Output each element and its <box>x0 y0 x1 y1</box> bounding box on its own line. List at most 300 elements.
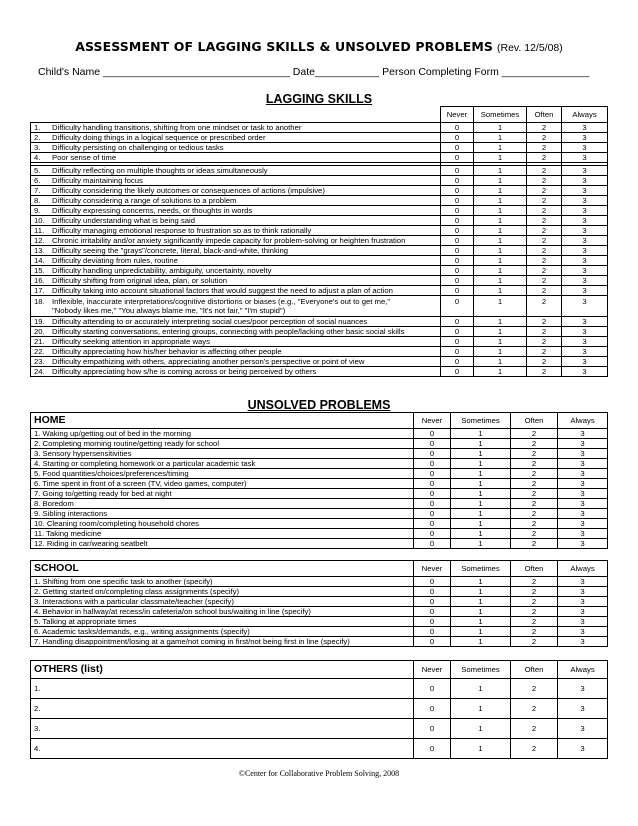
lagging-skill-row <box>31 196 608 206</box>
rating-always[interactable]: 3 <box>562 206 608 216</box>
rating-often[interactable]: 2 <box>527 347 562 357</box>
rating-always[interactable]: 3 <box>558 529 608 539</box>
rating-always[interactable]: 3 <box>562 286 608 296</box>
rating-never[interactable]: 0 <box>414 469 451 479</box>
rating-often[interactable]: 2 <box>527 216 562 226</box>
rating-often[interactable]: 2 <box>527 367 562 377</box>
rating-never[interactable]: 0 <box>414 577 451 587</box>
item-number: 9. <box>34 206 41 215</box>
rating-often[interactable]: 2 <box>511 617 558 627</box>
rating-never[interactable]: 0 <box>414 719 451 739</box>
item-number: 5. <box>34 166 41 175</box>
rating-always[interactable]: 3 <box>558 539 608 549</box>
rating-always[interactable]: 3 <box>558 499 608 509</box>
rating-often[interactable]: 2 <box>527 266 562 276</box>
school-problem-text: 1. Shifting from one specific task to another (specify) <box>31 577 414 587</box>
col-header-sometimes: Sometimes <box>451 661 511 679</box>
rating-often[interactable]: 2 <box>527 296 562 317</box>
lagging-skill-row <box>31 226 608 236</box>
lagging-skill-row <box>31 296 608 317</box>
rating-always[interactable]: 3 <box>562 317 608 327</box>
item-number: 15. <box>34 266 45 275</box>
rating-never[interactable]: 0 <box>441 337 474 347</box>
rating-sometimes[interactable]: 1 <box>451 699 511 719</box>
item-number: 1. <box>34 123 41 132</box>
rating-never[interactable]: 0 <box>414 597 451 607</box>
lagging-skill-text <box>31 256 441 266</box>
rating-often[interactable]: 2 <box>511 577 558 587</box>
lagging-skill-row <box>31 327 608 337</box>
home-problem-row <box>31 479 608 489</box>
rating-often[interactable]: 2 <box>511 459 558 469</box>
rating-sometimes[interactable]: 1 <box>451 739 511 759</box>
rating-sometimes[interactable]: 1 <box>451 637 511 647</box>
rating-never[interactable]: 0 <box>414 459 451 469</box>
rating-never[interactable]: 0 <box>414 489 451 499</box>
rating-often[interactable]: 2 <box>527 196 562 206</box>
revision-date: (Rev. 12/5/08) <box>497 42 563 54</box>
rating-never[interactable]: 0 <box>414 499 451 509</box>
rating-never[interactable]: 0 <box>441 317 474 327</box>
home-problem-row <box>31 529 608 539</box>
rating-always[interactable]: 3 <box>558 469 608 479</box>
col-header-always: Always <box>558 413 608 429</box>
rating-sometimes[interactable]: 1 <box>451 617 511 627</box>
lagging-skill-text <box>31 206 441 216</box>
item-description: Difficulty understanding what is being said <box>52 216 196 225</box>
rating-sometimes[interactable]: 1 <box>474 246 527 256</box>
lagging-skill-text <box>31 367 441 377</box>
home-problem-text: 2. Completing morning routine/getting ready for school <box>31 439 414 449</box>
item-number: 2. <box>34 133 41 142</box>
rating-never[interactable]: 0 <box>441 347 474 357</box>
rating-never[interactable]: 0 <box>441 296 474 317</box>
col-header-never: Never <box>414 661 451 679</box>
rating-never[interactable]: 0 <box>414 739 451 759</box>
rating-sometimes[interactable]: 1 <box>451 499 511 509</box>
rating-always[interactable]: 3 <box>562 166 608 176</box>
rating-never[interactable]: 0 <box>441 216 474 226</box>
others-problem-text[interactable]: 3. <box>31 719 414 739</box>
rating-sometimes[interactable]: 1 <box>474 216 527 226</box>
rating-often[interactable]: 2 <box>511 509 558 519</box>
home-problem-row <box>31 459 608 469</box>
item-description: Difficulty appreciating how his/her behavior is affecting other people <box>52 347 282 356</box>
rating-sometimes[interactable]: 1 <box>474 296 527 317</box>
rating-often[interactable]: 2 <box>511 479 558 489</box>
lagging-skill-text <box>31 123 441 133</box>
rating-never[interactable]: 0 <box>441 276 474 286</box>
rating-always[interactable]: 3 <box>558 577 608 587</box>
rating-always[interactable]: 3 <box>562 347 608 357</box>
rating-sometimes[interactable]: 1 <box>451 479 511 489</box>
rating-often[interactable]: 2 <box>527 246 562 256</box>
header-blank <box>31 107 441 123</box>
rating-sometimes[interactable]: 1 <box>474 327 527 337</box>
lagging-skill-text <box>31 166 441 176</box>
rating-never[interactable]: 0 <box>441 286 474 296</box>
rating-never[interactable]: 0 <box>414 637 451 647</box>
rating-often[interactable]: 2 <box>511 439 558 449</box>
rating-always[interactable]: 3 <box>558 679 608 699</box>
rating-sometimes[interactable]: 1 <box>474 196 527 206</box>
rating-always[interactable]: 3 <box>558 719 608 739</box>
rating-always[interactable]: 3 <box>558 587 608 597</box>
rating-sometimes[interactable]: 1 <box>474 123 527 133</box>
lagging-skill-row <box>31 256 608 266</box>
rating-always[interactable]: 3 <box>562 133 608 143</box>
rating-always[interactable]: 3 <box>562 327 608 337</box>
rating-sometimes[interactable]: 1 <box>451 679 511 699</box>
lagging-skill-text <box>31 266 441 276</box>
others-label: OTHERS (list) <box>31 661 414 679</box>
rating-always[interactable]: 3 <box>562 176 608 186</box>
rating-always[interactable]: 3 <box>558 489 608 499</box>
rating-always[interactable]: 3 <box>558 459 608 469</box>
home-problem-row <box>31 449 608 459</box>
rating-never[interactable]: 0 <box>414 439 451 449</box>
rating-always[interactable]: 3 <box>558 637 608 647</box>
rating-never[interactable]: 0 <box>441 357 474 367</box>
lagging-skill-row <box>31 357 608 367</box>
rating-often[interactable]: 2 <box>511 739 558 759</box>
home-problem-row <box>31 519 608 529</box>
rating-often[interactable]: 2 <box>511 429 558 439</box>
school-problem-text: 5. Talking at appropriate times <box>31 617 414 627</box>
unsolved-problems-heading: UNSOLVED PROBLEMS <box>247 398 391 412</box>
rating-always[interactable]: 3 <box>562 357 608 367</box>
rating-often[interactable]: 2 <box>511 529 558 539</box>
lagging-skill-row <box>31 153 608 163</box>
rating-always[interactable]: 3 <box>558 739 608 759</box>
others-problem-row <box>31 739 608 759</box>
home-problem-row <box>31 499 608 509</box>
home-problem-text: 8. Boredom <box>31 499 414 509</box>
rating-always[interactable]: 3 <box>562 196 608 206</box>
others-problem-text[interactable]: 1. <box>31 679 414 699</box>
rating-always[interactable]: 3 <box>562 186 608 196</box>
rating-never[interactable]: 0 <box>441 226 474 236</box>
item-number: 3. <box>34 143 41 152</box>
rating-often[interactable]: 2 <box>527 123 562 133</box>
rating-never[interactable]: 0 <box>414 519 451 529</box>
col-header-sometimes: Sometimes <box>451 561 511 577</box>
rating-often[interactable]: 2 <box>511 449 558 459</box>
home-header-row <box>31 413 608 429</box>
rating-never[interactable]: 0 <box>441 153 474 163</box>
school-problem-row <box>31 637 608 647</box>
rating-often[interactable]: 2 <box>511 699 558 719</box>
home-problem-row <box>31 509 608 519</box>
rating-never[interactable]: 0 <box>441 327 474 337</box>
rating-sometimes[interactable]: 1 <box>474 266 527 276</box>
rating-often[interactable]: 2 <box>511 469 558 479</box>
rating-never[interactable]: 0 <box>414 529 451 539</box>
rating-never[interactable]: 0 <box>414 699 451 719</box>
item-description: Chronic irritability and/or anxiety significantly impede capacity for problem-solving or heighten frustration <box>52 236 406 245</box>
rating-sometimes[interactable]: 1 <box>474 153 527 163</box>
lagging-skill-row <box>31 166 608 176</box>
rating-often[interactable]: 2 <box>527 337 562 347</box>
rating-never[interactable]: 0 <box>414 539 451 549</box>
lagging-skill-row <box>31 276 608 286</box>
rating-sometimes[interactable]: 1 <box>474 286 527 296</box>
rating-sometimes[interactable]: 1 <box>451 509 511 519</box>
rating-always[interactable]: 3 <box>562 296 608 317</box>
rating-often[interactable]: 2 <box>527 143 562 153</box>
rating-never[interactable]: 0 <box>414 607 451 617</box>
rating-often[interactable]: 2 <box>511 519 558 529</box>
rating-never[interactable]: 0 <box>441 236 474 246</box>
rating-sometimes[interactable]: 1 <box>451 459 511 469</box>
rating-sometimes[interactable]: 1 <box>474 133 527 143</box>
rating-sometimes[interactable]: 1 <box>474 256 527 266</box>
rating-sometimes[interactable]: 1 <box>451 587 511 597</box>
rating-often[interactable]: 2 <box>527 176 562 186</box>
lagging-skill-text <box>31 236 441 246</box>
rating-often[interactable]: 2 <box>527 236 562 246</box>
rating-sometimes[interactable]: 1 <box>474 236 527 246</box>
rating-often[interactable]: 2 <box>511 587 558 597</box>
rating-sometimes[interactable]: 1 <box>474 367 527 377</box>
rating-always[interactable]: 3 <box>562 367 608 377</box>
rating-never[interactable]: 0 <box>414 627 451 637</box>
home-problem-row <box>31 429 608 439</box>
rating-never[interactable]: 0 <box>441 133 474 143</box>
rating-often[interactable]: 2 <box>527 286 562 296</box>
rating-sometimes[interactable]: 1 <box>451 597 511 607</box>
rating-always[interactable]: 3 <box>558 699 608 719</box>
rating-never[interactable]: 0 <box>441 266 474 276</box>
home-problem-text: 12. Riding in car/wearing seatbelt <box>31 539 414 549</box>
rating-sometimes[interactable]: 1 <box>474 143 527 153</box>
rating-sometimes[interactable]: 1 <box>451 519 511 529</box>
rating-often[interactable]: 2 <box>527 256 562 266</box>
rating-sometimes[interactable]: 1 <box>474 357 527 367</box>
rating-often[interactable]: 2 <box>511 607 558 617</box>
item-description: Difficulty starting conversations, entering groups, connecting with people/lacking other basic social skills <box>52 327 405 336</box>
rating-always[interactable]: 3 <box>562 246 608 256</box>
col-header-sometimes: Sometimes <box>451 413 511 429</box>
rating-never[interactable]: 0 <box>441 196 474 206</box>
rating-never[interactable]: 0 <box>441 186 474 196</box>
item-number: 7. <box>34 186 41 195</box>
school-problem-row <box>31 617 608 627</box>
col-header-always: Always <box>562 107 608 123</box>
rating-never[interactable]: 0 <box>414 429 451 439</box>
school-problem-row <box>31 597 608 607</box>
lagging-skill-row <box>31 143 608 153</box>
lagging-skill-row <box>31 347 608 357</box>
lagging-skill-row <box>31 206 608 216</box>
rating-always[interactable]: 3 <box>558 607 608 617</box>
rating-sometimes[interactable]: 1 <box>451 429 511 439</box>
rating-often[interactable]: 2 <box>527 357 562 367</box>
item-description: Difficulty maintaining focus <box>52 176 143 185</box>
rating-never[interactable]: 0 <box>441 176 474 186</box>
rating-always[interactable]: 3 <box>562 256 608 266</box>
lagging-skill-row <box>31 337 608 347</box>
item-description: Difficulty persisting on challenging or tedious tasks <box>52 143 224 152</box>
lagging-skills-heading: LAGGING SKILLS <box>265 92 373 106</box>
col-header-often: Often <box>527 107 562 123</box>
rating-always[interactable]: 3 <box>562 236 608 246</box>
col-header-sometimes: Sometimes <box>474 107 527 123</box>
rating-often[interactable]: 2 <box>527 276 562 286</box>
rating-often[interactable]: 2 <box>527 186 562 196</box>
rating-often[interactable]: 2 <box>511 637 558 647</box>
school-label: SCHOOL <box>31 561 414 577</box>
rating-often[interactable]: 2 <box>527 317 562 327</box>
col-header-always: Always <box>558 561 608 577</box>
col-header-never: Never <box>414 561 451 577</box>
rating-never[interactable]: 0 <box>414 679 451 699</box>
col-header-always: Always <box>558 661 608 679</box>
rating-often[interactable]: 2 <box>511 627 558 637</box>
rating-sometimes[interactable]: 1 <box>474 176 527 186</box>
rating-always[interactable]: 3 <box>562 337 608 347</box>
others-problem-text[interactable]: 2. <box>31 699 414 719</box>
rating-sometimes[interactable]: 1 <box>451 449 511 459</box>
lagging-skill-text <box>31 196 441 206</box>
lagging-header-row <box>31 107 608 123</box>
rating-often[interactable]: 2 <box>511 539 558 549</box>
item-number: 14. <box>34 256 45 265</box>
home-problem-row <box>31 439 608 449</box>
item-number: 17. <box>34 286 45 295</box>
rating-sometimes[interactable]: 1 <box>474 206 527 216</box>
lagging-skill-row <box>31 186 608 196</box>
lagging-skill-text <box>31 186 441 196</box>
rating-often[interactable]: 2 <box>511 719 558 739</box>
rating-often[interactable]: 2 <box>511 499 558 509</box>
lagging-skill-text <box>31 286 441 296</box>
rating-never[interactable]: 0 <box>441 256 474 266</box>
lagging-skill-text <box>31 347 441 357</box>
rating-sometimes[interactable]: 1 <box>451 529 511 539</box>
rating-sometimes[interactable]: 1 <box>474 317 527 327</box>
rating-sometimes[interactable]: 1 <box>451 489 511 499</box>
rating-always[interactable]: 3 <box>562 153 608 163</box>
item-description: Difficulty empathizing with others, appreciating another person's perspective or point of view <box>52 357 365 366</box>
rating-sometimes[interactable]: 1 <box>474 226 527 236</box>
rating-often[interactable]: 2 <box>511 679 558 699</box>
home-problem-text: 4. Starting or completing homework or a particular academic task <box>31 459 414 469</box>
lagging-skill-text <box>31 246 441 256</box>
lagging-skill-text <box>31 153 441 163</box>
rating-always[interactable]: 3 <box>558 519 608 529</box>
rating-sometimes[interactable]: 1 <box>451 627 511 637</box>
item-description: Difficulty appreciating how s/he is coming across or being perceived by others <box>52 367 317 376</box>
home-problem-text: 1. Waking up/getting out of bed in the morning <box>31 429 414 439</box>
item-description: Difficulty reflecting on multiple thoughts or ideas simultaneously <box>52 166 268 175</box>
rating-sometimes[interactable]: 1 <box>451 577 511 587</box>
rating-always[interactable]: 3 <box>562 226 608 236</box>
item-number: 6. <box>34 176 41 185</box>
rating-sometimes[interactable]: 1 <box>474 186 527 196</box>
rating-never[interactable]: 0 <box>441 166 474 176</box>
rating-never[interactable]: 0 <box>414 617 451 627</box>
lagging-skill-text <box>31 296 441 317</box>
lagging-skill-row <box>31 266 608 276</box>
school-header-row <box>31 561 608 577</box>
others-problem-text[interactable]: 4. <box>31 739 414 759</box>
rating-often[interactable]: 2 <box>527 206 562 216</box>
rating-always[interactable]: 3 <box>562 216 608 226</box>
rating-never[interactable]: 0 <box>441 367 474 377</box>
col-header-never: Never <box>441 107 474 123</box>
others-problem-row <box>31 699 608 719</box>
rating-sometimes[interactable]: 1 <box>474 166 527 176</box>
rating-always[interactable]: 3 <box>558 627 608 637</box>
home-problem-text: 11. Taking medicine <box>31 529 414 539</box>
lagging-skill-text <box>31 337 441 347</box>
rating-often[interactable]: 2 <box>527 226 562 236</box>
rating-sometimes[interactable]: 1 <box>451 469 511 479</box>
rating-never[interactable]: 0 <box>414 479 451 489</box>
rating-always[interactable]: 3 <box>562 266 608 276</box>
rating-often[interactable]: 2 <box>527 166 562 176</box>
item-number: 4. <box>34 153 41 162</box>
rating-sometimes[interactable]: 1 <box>451 539 511 549</box>
item-number: 20. <box>34 327 45 336</box>
rating-often[interactable]: 2 <box>527 133 562 143</box>
rating-always[interactable]: 3 <box>558 617 608 627</box>
title-text: ASSESSMENT OF LAGGING SKILLS & UNSOLVED PROBLEMS <box>75 39 494 54</box>
rating-sometimes[interactable]: 1 <box>474 276 527 286</box>
rating-always[interactable]: 3 <box>558 429 608 439</box>
rating-never[interactable]: 0 <box>414 449 451 459</box>
rating-sometimes[interactable]: 1 <box>451 439 511 449</box>
rating-always[interactable]: 3 <box>562 143 608 153</box>
info-line[interactable]: Child's Name ________________________________ Date___________ Person Completing Form _______________ <box>38 66 590 78</box>
rating-sometimes[interactable]: 1 <box>474 337 527 347</box>
rating-always[interactable]: 3 <box>558 509 608 519</box>
lagging-skill-text <box>31 317 441 327</box>
rating-never[interactable]: 0 <box>441 123 474 133</box>
rating-often[interactable]: 2 <box>511 597 558 607</box>
rating-sometimes[interactable]: 1 <box>451 607 511 617</box>
rating-sometimes[interactable]: 1 <box>451 719 511 739</box>
rating-never[interactable]: 0 <box>414 587 451 597</box>
rating-never[interactable]: 0 <box>441 206 474 216</box>
rating-always[interactable]: 3 <box>562 123 608 133</box>
lagging-skill-text <box>31 357 441 367</box>
rating-never[interactable]: 0 <box>441 246 474 256</box>
rating-often[interactable]: 2 <box>511 489 558 499</box>
rating-never[interactable]: 0 <box>441 143 474 153</box>
rating-sometimes[interactable]: 1 <box>474 347 527 357</box>
rating-always[interactable]: 3 <box>558 439 608 449</box>
home-problem-row <box>31 489 608 499</box>
item-number: 11. <box>34 226 45 235</box>
others-problem-row <box>31 719 608 739</box>
item-number: 16. <box>34 276 45 285</box>
rating-often[interactable]: 2 <box>527 327 562 337</box>
rating-always[interactable]: 3 <box>558 597 608 607</box>
rating-often[interactable]: 2 <box>527 153 562 163</box>
home-problem-text: 9. Sibling interactions <box>31 509 414 519</box>
home-label: HOME <box>31 413 414 429</box>
rating-always[interactable]: 3 <box>562 276 608 286</box>
rating-always[interactable]: 3 <box>558 449 608 459</box>
lagging-skill-row <box>31 317 608 327</box>
item-number: 24. <box>34 367 45 376</box>
school-problem-text: 4. Behavior in hallway/at recess/in cafeteria/on school bus/waiting in line (specify) <box>31 607 414 617</box>
rating-always[interactable]: 3 <box>558 479 608 489</box>
rating-never[interactable]: 0 <box>414 509 451 519</box>
item-description: Difficulty seeking attention in appropriate ways <box>52 337 210 346</box>
